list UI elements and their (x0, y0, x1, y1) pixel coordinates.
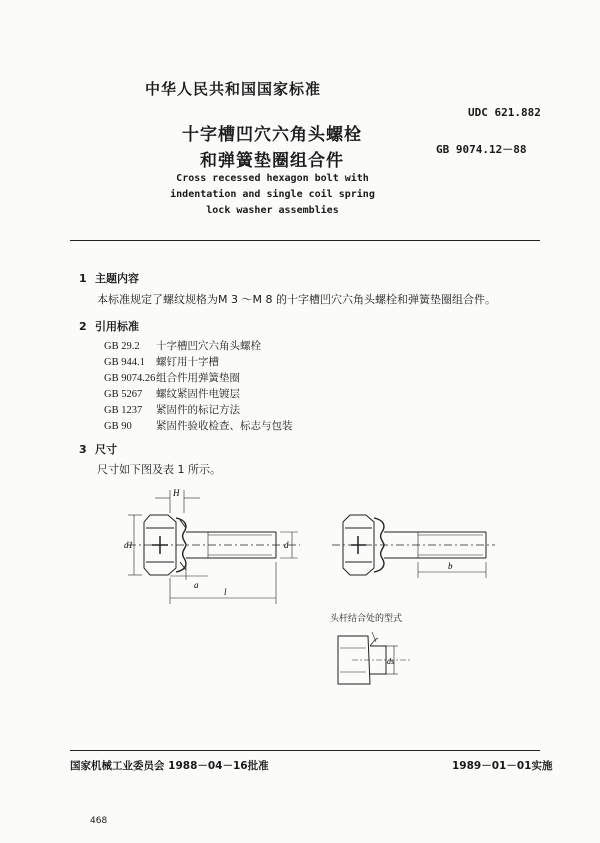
reference-code: GB 944.1 (104, 357, 145, 368)
reference-code: GB 90 (104, 421, 132, 432)
reference-item (104, 386, 240, 403)
section-title: 主题内容 (95, 272, 139, 285)
effective-date: 1989－01－01实施 (452, 760, 553, 772)
reference-code: GB 29.2 (104, 341, 140, 352)
reference-title: 组合件用弹簧垫圈 (156, 372, 240, 384)
dim-label-d1: d1 (124, 540, 133, 550)
reference-item (104, 402, 240, 419)
reference-title: 螺纹紧固件电镀层 (156, 388, 240, 400)
dim-label-d: d (284, 540, 289, 550)
bolt-assembly-drawing (0, 480, 600, 710)
section-1-heading (79, 270, 139, 286)
reference-item (104, 418, 293, 435)
section-3-heading (79, 441, 117, 457)
section-1-text: 本标准规定了螺纹规格为M 3 ～M 8 的十字槽凹穴六角头螺栓和弹簧垫圈组合件。 (97, 293, 496, 306)
reference-item (104, 354, 219, 371)
section-2-heading (79, 318, 139, 334)
title-english (140, 171, 405, 219)
dim-label-l: l (224, 587, 227, 597)
dim-label-b: b (448, 561, 453, 571)
section-3-text: 尺寸如下图及表 1 所示。 (97, 463, 221, 476)
approval-date: 国家机械工业委员会 1988－04－16批准 (70, 760, 269, 772)
dim-label-ds: ds (387, 657, 395, 666)
title-chinese (162, 122, 382, 174)
title-zh-line2: 和弹簧垫圈组合件 (200, 151, 344, 171)
dim-label-h: H (173, 488, 180, 498)
footer-rule (70, 750, 540, 751)
header-rule (70, 240, 540, 241)
section-title: 尺寸 (95, 443, 117, 456)
title-en-line3: lock washer assemblies (206, 205, 339, 216)
section-number: 3 (79, 443, 87, 456)
section-title: 引用标准 (95, 320, 139, 333)
standard-number: GB 9074.12－88 (436, 143, 527, 156)
reference-title: 十字槽凹穴六角头螺栓 (156, 340, 261, 352)
figure-detail-caption: 头杆结合处的型式 (330, 614, 403, 624)
title-en-line1: Cross recessed hexagon bolt with (176, 173, 369, 184)
page-number: 468 (90, 816, 108, 826)
reference-item (104, 338, 261, 355)
title-en-line2: indentation and single coil spring (170, 189, 375, 200)
dim-label-a: a (194, 580, 199, 590)
reference-code: GB 1237 (104, 405, 143, 416)
reference-title: 紧固件的标记方法 (156, 404, 240, 416)
reference-title: 螺钉用十字槽 (156, 356, 219, 368)
reference-code: GB 5267 (104, 389, 143, 400)
section-number: 1 (79, 272, 87, 285)
reference-title: 紧固件验收检查、标志与包装 (156, 420, 293, 432)
section-number: 2 (79, 320, 87, 333)
reference-item (104, 370, 240, 387)
title-zh-line1: 十字槽凹穴六角头螺栓 (182, 125, 362, 145)
reference-code: GB 9074.26 (104, 373, 156, 384)
udc-number: UDC 621.882 (468, 106, 541, 119)
issuing-authority: 中华人民共和国国家标准 (145, 80, 322, 98)
